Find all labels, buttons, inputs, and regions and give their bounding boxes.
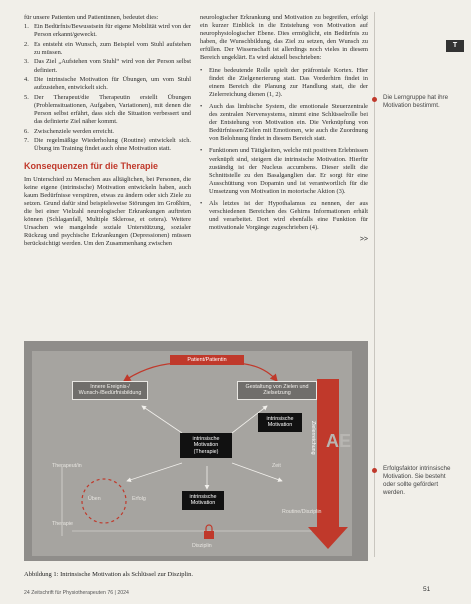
success-label: Erfolg — [132, 496, 146, 502]
figure-canvas — [32, 351, 352, 556]
margin-note: Die Lerngruppe hat ihre Motivation bestimmt. — [383, 94, 449, 109]
lock-icon — [204, 531, 214, 539]
middle-column — [200, 14, 368, 244]
therapist-label: Therapeut/in — [52, 463, 82, 469]
practice-label: Üben — [88, 496, 101, 502]
figure — [24, 341, 368, 561]
list-item: 6. Zwischenziele werden erreicht. — [24, 127, 115, 135]
bullet-list — [200, 67, 368, 233]
section-heading: Konsequenzen für die Therapie — [24, 160, 159, 171]
list-item: • Als letztes ist der Hypothalamus zu nennen, der aus verschiedenen Bereichen des Gehirns Informationen erhält und verarbeitet. Dort wird ebenfalls eine Funktion für motivationale Vorgänge zugeschrieben (4). — [200, 199, 368, 232]
left-column — [24, 14, 191, 249]
margin-bullet-icon — [372, 97, 377, 102]
left-intro: für unsere Patienten und Patientinnen, bedeutet dies: — [24, 14, 159, 21]
arrow — [127, 463, 182, 481]
goal-arrow-head — [308, 527, 348, 549]
therapy-label: Therapie — [52, 521, 73, 527]
intrinsic-motivation-center: intrinsische Motivation (Therapie) — [180, 433, 232, 458]
goal-setting-box: Gestaltung von Zielen und Zielsetzung — [237, 381, 317, 400]
column-divider — [374, 12, 375, 557]
section-tab: T — [446, 40, 464, 52]
list-item: • Funktionen und Tätigkeiten, welche mit positiven Erlebnissen verknüpft sind, steigern die intrinsische Motivation. Hierfür zuständig ist der Nucleus accumbens. Dieser stellt die Schnittstelle zu den Basalganglien dar. Er sorgt für eine Ausschüttung von Dopamin und ist verantwortlich für die Umsetzung von Motivation in motorische Aktion (3). — [200, 147, 368, 195]
arrow — [124, 363, 182, 381]
intrinsic-motivation-right: intrinsische Motivation — [258, 413, 302, 432]
goal-vertical-label: Zielerreichung — [310, 421, 316, 455]
margin-note: Erfolgsfaktor intrinsische Motivation. Sie besteht oder sollte gefördert werden. — [383, 465, 451, 496]
list-item: 7. Die regelmäßige Wiederholung (Routine) entwickelt sich. Übung im Training findet auch ohne Motivation statt. — [24, 137, 191, 153]
list-item: • Eine bedeutende Rolle spielt der präfrontale Kortex. Hier findet die Zielgenerierung statt. Das Vorderhirn findet in einem Bereich die Planung zur Handlung statt, die der Zielerreichung dienen (1, 2). — [200, 66, 368, 98]
mid-intro: neurologischer Erkrankung und Motivation zu begreifen, erfolgt ein kurzer Einblick in die Entstehung von Motivation auf neurophysiologischer Ebene. Dies ermöglicht, ein Bedürfnis zu haben, die Wunschbildung, das Ziel zu setzen, den Wunsch zu erfüllen. Der Wissenschaft ist allerdings noch vieles in diesem Bereich ungeklärt. Es wird aktuell beschrieben: — [200, 14, 368, 62]
list-item: 4. Die intrinsische Motivation für Übungen, um vom Stuhl aufzustehen, entwickelt sich. — [24, 76, 191, 92]
intrinsic-motivation-small: intrinsische Motivation — [182, 491, 224, 510]
list-item: 2. Es entsteht ein Wunsch, zum Beispiel vom Stuhl aufstehen zu müssen. — [24, 40, 191, 56]
time-label: Zeit — [272, 463, 281, 469]
watermark: AE — [326, 431, 352, 451]
list-item: 5. Der Therapeut/die Therapeutin erstellt Übungen (Problemsituationen, Aufgaben, Variationen), mit denen die Person selbst erfährt, dass sich die Situation verbessert und das definierte Ziel näher kommt. — [24, 93, 191, 126]
discipline-label: Disziplin — [192, 543, 212, 549]
list-item: • Auch das limbische System, die emotionale Steuerzentrale des zentralen Nervensystems, nimmt eine Schlüsselrolle bei der Entstehung von Motivation ein. Die Verknüpfung von Bedürfnissen/Zielen mit Emotionen, wie auch die Zuordnung von Belohnung findet in diesem Bereich statt. — [200, 102, 368, 143]
margin-bullet-icon — [372, 468, 377, 473]
arrow — [142, 406, 182, 433]
figure-caption: Abbildung 1: Intrinsische Motivation als Schlüssel zur Disziplin. — [24, 571, 193, 578]
routine-label: Routine/Disziplin — [282, 509, 322, 515]
patient-box: Patient/Patientin — [170, 355, 244, 365]
footer-publication: 24 Zeitschrift für Physiotherapeuten 76 | 2024 — [24, 590, 129, 596]
list-item: 3. Das Ziel „Aufstehen vom Stuhl“ wird von der Person selbst definiert. — [24, 58, 191, 74]
continue-marker: >> — [359, 236, 368, 244]
page-number: 51 — [423, 586, 431, 593]
list-item: 1. Ein Bedürfnis/Bewusstsein für eigene Mobilität wird von der Person erkannt/geweckt. — [24, 23, 191, 39]
goal-arrow-shaft — [317, 379, 339, 529]
inner-drive-box: Innere Ereignis-/ Wunsch-/Bedürfnisbildung — [72, 381, 148, 400]
arrow — [232, 363, 277, 381]
steps-list — [24, 23, 191, 153]
section-text: Im Unterschied zu Menschen aus alltäglichen, bei Personen, die keine eigene (intrinsische) Motivation entwickeln haben, auch kaum Bedürfnisse verspüren, etwas zu ändern oder sich Ziele zu setzen. Grund dafür sind beispielsweise Störungen im Großhirn, die bei einer Vielzahl neurologischer Erkrankungen auftreten können (Schlaganfall, Multiple Sklerose, et cetera). Weitere Ursachen wie mangelnde soziale Unterstützung, sozialer Rückzug und psychische Erkrankungen (Depressionen) müssen berücksichtigt werden. Um den Zusammenhang zwischen — [24, 175, 191, 248]
